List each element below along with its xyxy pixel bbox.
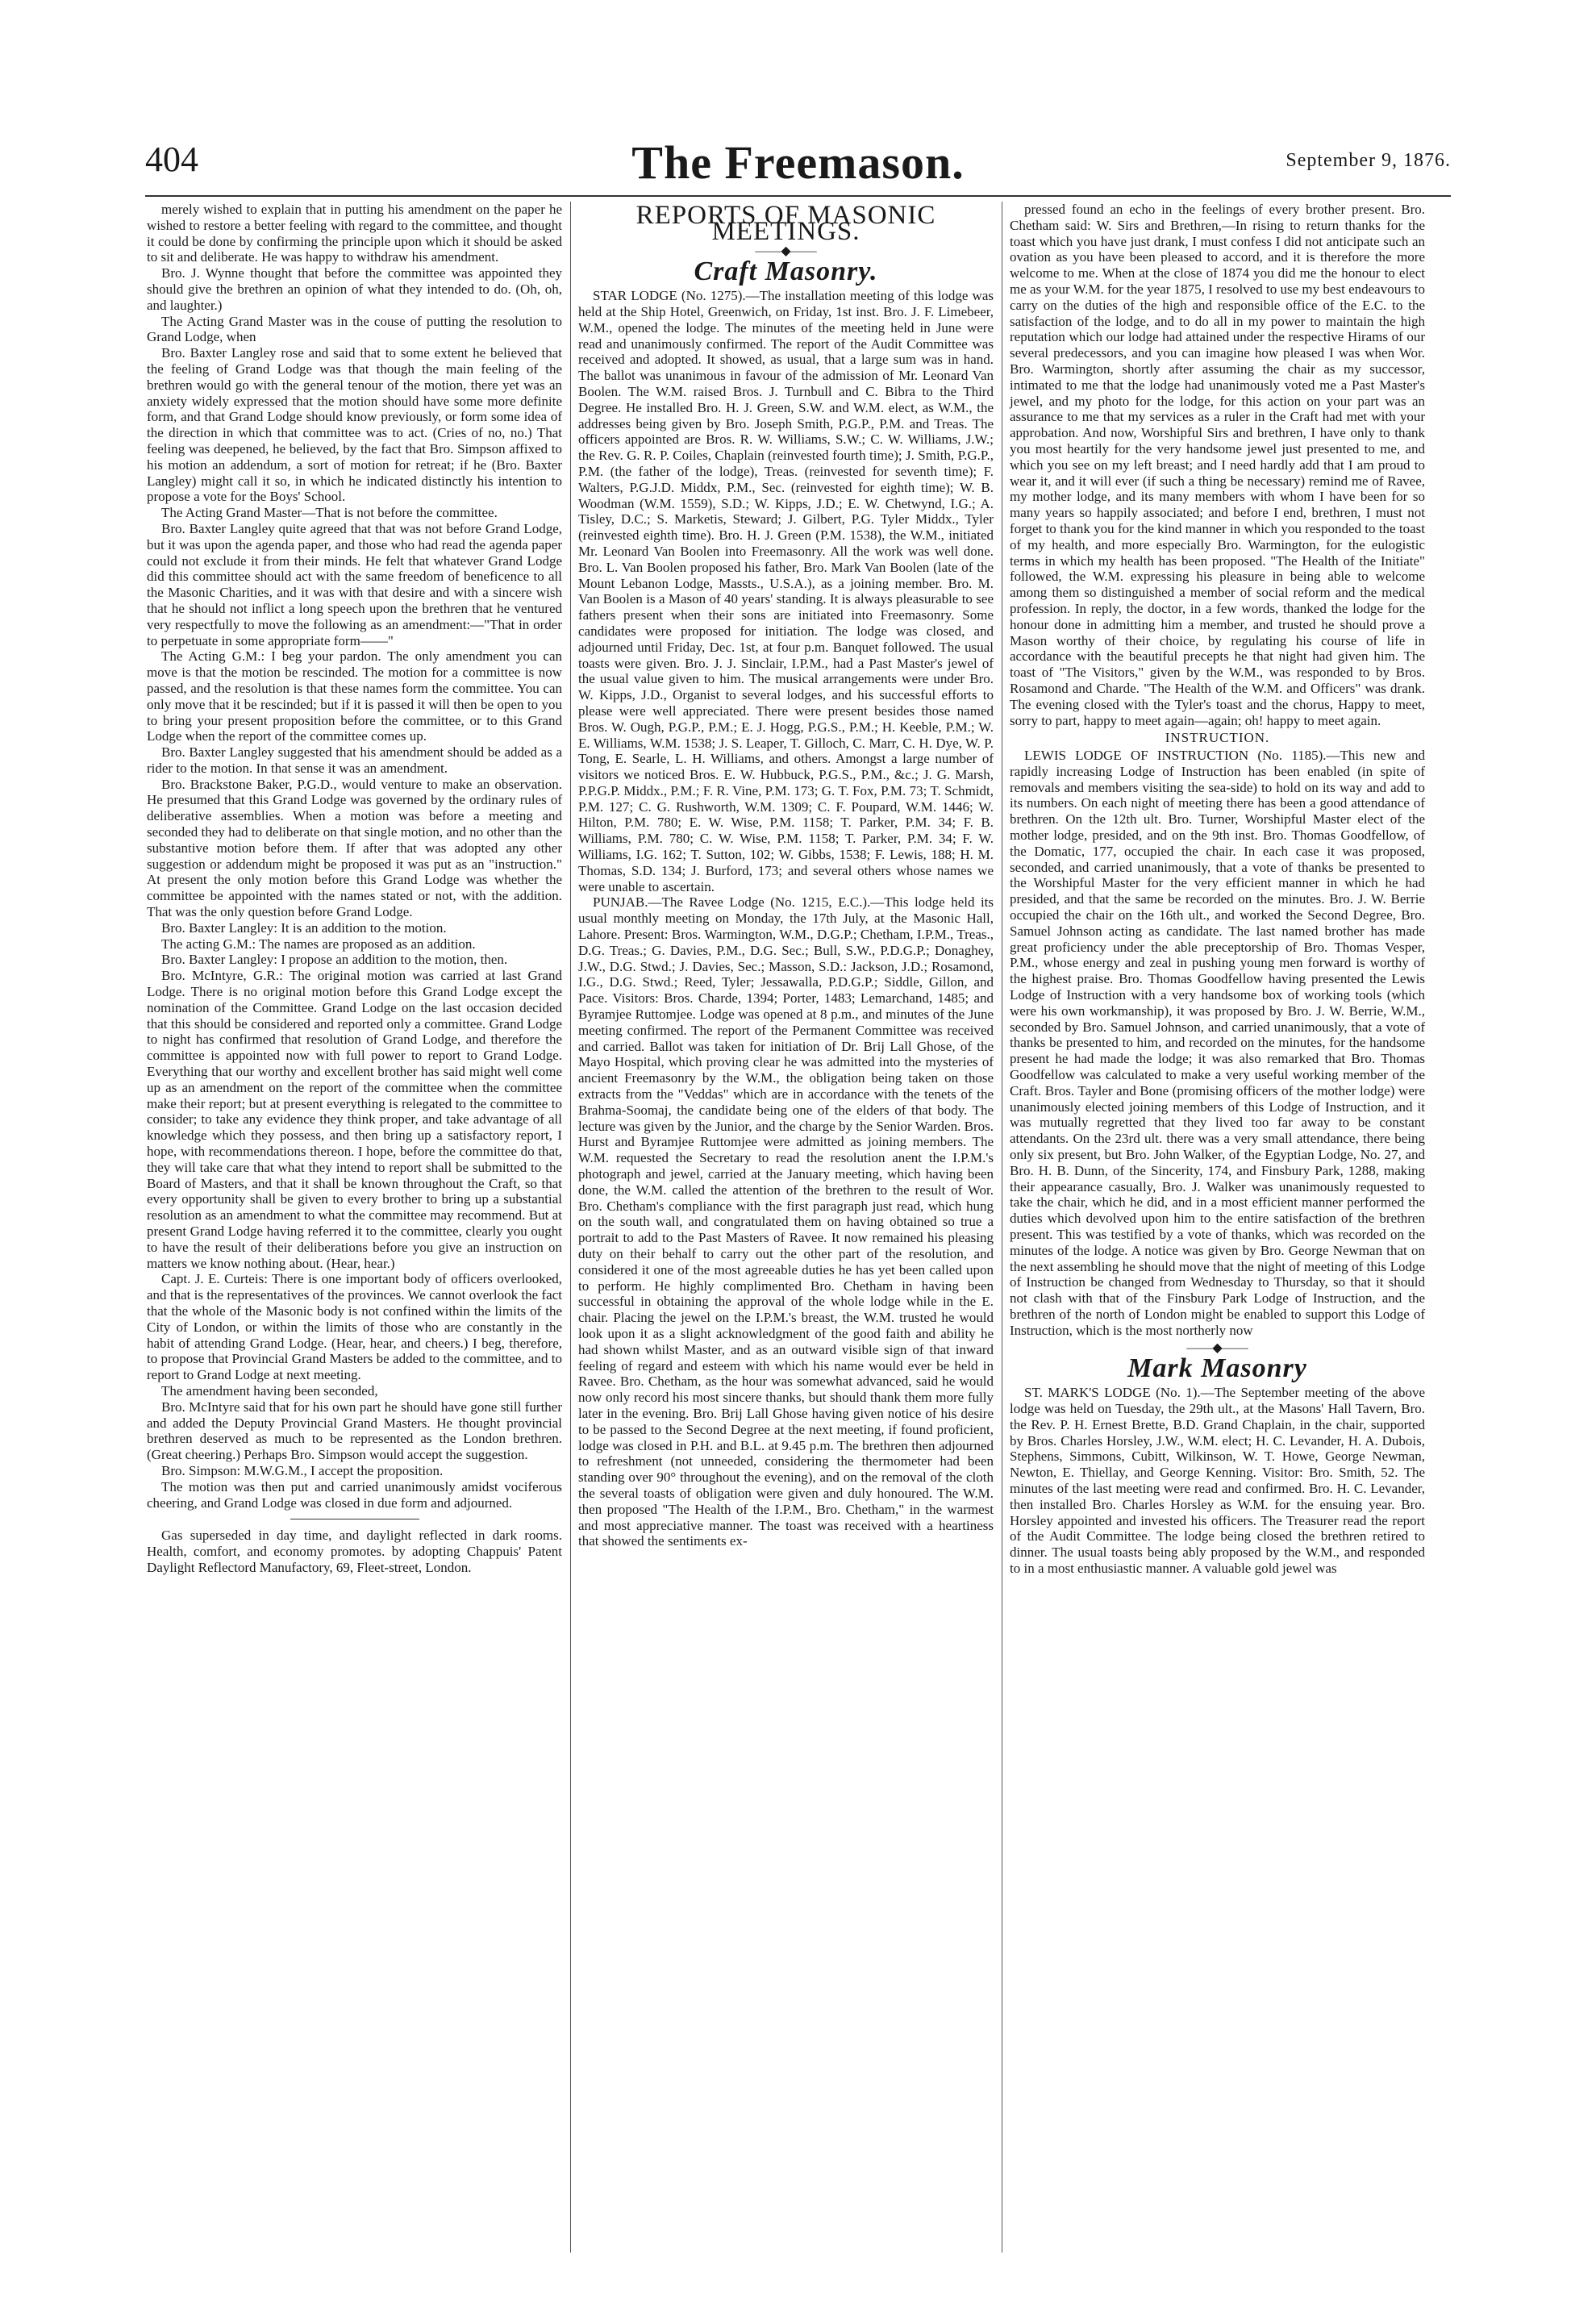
paragraph: The Acting Grand Master—That is not before the committee.	[161, 505, 498, 521]
paragraph: Capt. J. E. Curteis: There is one important body of officers overlooked, and that is the representatives of the provinces. We cannot overlook the fact that the whole of the Masonic body is not confined within the limits of the City of London, or within the limits of those who are constantly in the habit of attending Grand Lodge. (Hear, hear, and cheers.) I beg, therefore, to propose that Provincial Grand Masters be added to the committee, and to report to Grand Lodge at next meeting.	[147, 1271, 562, 1383]
header-rule	[145, 195, 1451, 197]
paragraph: Bro. Baxter Langley: I propose an addition to the motion, then.	[161, 952, 508, 968]
advertisement-text: Gas superseded in day time, and daylight reflected in dark rooms. Health, comfort, and economy promotes. by adopting Chappuis' Patent Daylight Reflectord Manufactory, 69, Fleet-street, London.	[147, 1528, 562, 1575]
column-left	[147, 202, 562, 1576]
paragraph: pressed found an echo in the feelings of every brother present. Bro. Chetham said: W. Sirs and Brethren,—In rising to return thanks for the toast which you have just drank, I must confess I did not anticipate such an ovation as you have been pleased to accord, and it is therefore the more welcome to me. When at the close of 1874 you did me the honour to elect me as your W.M. for the year 1875, I resolved to use my best endeavours to carry on the duties of the high and responsible office of the E.C. to the satisfaction of the lodge, and to do all in my power to maintain the high reputation which our lodge had attained under the respective Hirams of our several predecessors, and you can imagine how pleased I was when Wor. Bro. Warmington, shortly after assuming the chair as my successor, intimated to me that the lodge had unanimously voted me a Past Master's jewel, and my photo for the lodge, for this action on your part was an assurance to me that my services as a ruler in the Craft had met with your approbation. And now, Worshipful Sirs and brethren, I have only to thank you most heartily for the very handsome jewel just presented to me, and which you see on my left breast; and I need hardly add that I am proud to wear it, and it will ever (if such a thing be necessary) remind me of Ravee, my mother lodge, and its many members with whom I have been for so many years so happily associated; and before I end, brethren, I must not forget to thank you for the kind manner in which you responded to the toast of my health, and more especially Bro. Warmington, for the eulogistic terms in which my health has been proposed. "The Health of the Initiate" followed, the W.M. expressing his pleasure in being able to welcome among them so distinguished a member of social reform and the medical profession. In reply, the doctor, in a few words, thanked the lodge for the honour done in admitting him a member, and trusted he should prove a Mason worthy of their choice, by regulating his course of life in accordance with the beautiful precepts he that night had given him. The toast of "The Visitors," given by the W.M., was responded to by Bros. Rosamond and Charde. "The Health of the W.M. and Officers" was drank. The evening closed with the Tyler's toast and the chorus, Happy to meet, sorry to part, happy to meet again—again; oh! happy to meet again.	[1010, 202, 1425, 728]
paragraph: Bro. McIntyre, G.R.: The original motion was carried at last Grand Lodge. There is no original motion before this Grand Lodge except the nomination of the Committee. Grand Lodge on the last occasion decided that this should be considered and reported only a committee. Grand Lodge to night has confirmed that resolution of Grand Lodge, and therefore the committee is appointed now with full power to report to Grand Lodge. Everything that our worthy and excellent brother has said might well come up as an amendment on the report of the committee when the committee make their report; but at present everything is relegated to the committee to consider; to take any evidence they think proper, and take advantage of all knowledge which they possess, and then bring up a satisfactory report, I hope, with recommendations thereon. I hope, before the committee do that, they will take care that what they intend to report shall be submitted to the Board of Masters, and that it shall be known throughout the Craft, so that every opportunity shall be given to every brother to bring up a substantial resolution as an amendment to what the committee may recommend. But at present Grand Lodge having referred it to the committee, clearly you ought to have the result of their deliberations before you give an instruction on matters we know nothing about. (Hear, hear.)	[147, 968, 562, 1271]
paragraph: Bro. Baxter Langley: It is an addition to the motion.	[161, 919, 447, 936]
paragraph: merely wished to explain that in putting his amendment on the paper he wished to restore a better feeling with regard to the committee, and thought it could be done by confirming the principle upon which it should be asked to sit and deliberate. He was happy to withdraw his amendment.	[147, 202, 562, 265]
paragraph: ST. MARK'S LODGE (No. 1).—The September meeting of the above lodge was held on Tuesday, the 29th ult., at the Masons' Hall Tavern, Bro. the Rev. P. H. Ernest Brette, B.D. Grand Chaplain, in the chair, supported by Bros. Charles Horsley, J.W., W.M. elect; H. C. Levander, H. A. Dubois, Stephens, Simmons, Cubitt, Wilkinson, W. T. Howe, George Newman, Newton, E. Thiellay, and George Kenning. Visitor: Bro. Smith, 52. The minutes of the last meeting were read and confirmed. Bro. H. C. Levander, then installed Bro. Charles Horsley as W.M. for the ensuing year. Bro. Horsley appointed and invested his officers. The Treasurer read the report of the Audit Committee. The lodge being closed the brethren retired to dinner. The usual toasts being ably proposed by the W.M., and responded to in a most enthusiastic manner. A valuable gold jewel was	[1010, 1385, 1425, 1576]
paragraph: The motion was then put and carried unanimously amidst vociferous cheering, and Grand Lodge was closed in due form and adjourned.	[147, 1478, 562, 1511]
paragraph: Bro. McIntyre said that for his own part he should have gone still further and added the Deputy Provincial Grand Masters. He thought provincial brethren deserved as much to be represented as the London brethren. (Great cheering.) Perhaps Bro. Simpson would accept the suggestion.	[147, 1399, 562, 1463]
column-middle	[578, 202, 994, 1549]
paragraph: PUNJAB.—The Ravee Lodge (No. 1215, E.C.).—This lodge held its usual monthly meeting on Monday, the 17th July, at the Masonic Hall, Lahore. Present: Bros. Warmington, W.M., D.G.P.; Chetham, I.P.M., Treas., D.G. Treas.; G. Davies, P.M., D.G. Sec.; Bull, S.W., P.D.G.P.; Donaghey, J.W., D.G. Stwd.; J. Davies, Sec.; Masson, S.D.: Jackson, J.D.; Rosamond, I.G., D.G. Stwd.; Reed, Tyler; Jessawalla, P.D.G.P.; Siddle, Gillon, and Pace. Visitors: Bros. Charde, 1394; Porter, 1483; Lemarchand, 1485; and Byramjee Ruttomjee. Lodge was opened at 8 p.m., and minutes of the June meeting confirmed. The report of the Permanent Committee was received and carried. Ballot was taken for initiation of Dr. Brij Lall Ghose, of the Mayo Hospital, which proving clear he was admitted into the mysteries of ancient Freemasonry by the W.M., the obligation being taken on those extracts from the "Veddas" which are in accordance with the tenets of the Brahma-Soomaj, the candidate being one of the elders of that body. The lecture was given by the Junior, and the charge by the Senior Warden. Bros. Hurst and Byramjee Ruttomjee were admitted as joining members. The W.M. requested the Secretary to read the resolution anent the I.P.M.'s photograph and jewel, carried at the January meeting, which having been done, the W.M. called the attention of the brethren to the result of Wor. Bro. Chetham's compliance with the first paragraph just read, which hung on the south wall, and congratulated them on having obtained so true a portrait to add to the Past Masters of Ravee. It now remained his pleasing duty on their behalf to carry out the other part of the resolution, and considered it one of the most agreeable duties he has yet been called upon to perform. He highly complimented Bro. Chetham in having been successful in obtaining the approval of the whole lodge while in the E. chair. Placing the jewel on the I.P.M.'s breast, the W.M. trusted he would look upon it as a slight acknowledgment of the good faith and ability he had shown whilst Master, and as an outward visible sign of that inward feeling of regard and esteem with which his name would ever be held in Ravee. Bro. Chetham, as the hour was somewhat advanced, said he would now only record his most sincere thanks, but should thank them more fully later in the evening. Bro. Brij Lall Ghose having given notice of his desire to be passed to the Second Degree at the next meeting, if found proficient, lodge was closed in P.H. and B.L. at 9.45 p.m. The brethren then adjourned to refreshment (not unneeded, considering the thermometer had been standing over 90° throughout the evening), and on the removal of the cloth the several toasts of obligation were given and duly honoured. The W.M. then proposed "The Health of the I.P.M., Bro. Chetham," in the warmest and most appreciative manner. The toast was received with a heartiness that showed the sentiments ex-	[578, 894, 994, 1549]
paragraph: The amendment having been seconded,	[161, 1382, 378, 1399]
paragraph: Bro. Baxter Langley rose and said that to some extent he believed that the feeling of Grand Lodge was that though the main feeling of the brethren would go with the general tenour of the motion, there yet was an anxiety widely expressed that the motion should have some more definite form, and that Grand Lodge should know previously, or form some idea of the direction in which that committee was to act. (Cries of no, no.) That feeling was deepened, he believed, by the fact that Bro. Simpson affixed to his motion an addendum, a sort of motion for retreat; if he (Bro. Baxter Langley) might call it so, in which he indicated distinctly his intention to propose a vote for the Boys' School.	[147, 345, 562, 505]
page-number: 404	[145, 140, 198, 179]
paragraph: Bro. Baxter Langley quite agreed that that was not before Grand Lodge, but it was upon the agenda paper, and those who had read the agenda paper could not exclude it from their minds. He felt that whatever Grand Lodge did this committee should act with the same freedom of beneficence to all the Masonic Charities, and it was with that desire and with a sincere wish that he should not inflict a long speech upon the brethren that he ventured very respectfully to move the following as an amendment:—"That in order to perpetuate in some appropriate form——"	[147, 520, 562, 648]
st-marks-lodge-report	[1010, 1385, 1425, 1577]
paragraph: The Acting Grand Master was in the couse of putting the resolution to Grand Lodge, when	[147, 313, 562, 345]
paragraph: STAR LODGE (No. 1275).—The installation meeting of this lodge was held at the Ship Hotel, Greenwich, on Friday, 1st inst. Bro. J. F. Limebeer, W.M., opened the lodge. The minutes of the meeting held in June were read and unanimously confirmed. The report of the Audit Committee was received and adopted. It showed, as usual, that a large sum was in hand. The ballot was unanimous in favour of the admission of Mr. Leonard Van Boolen. The W.M. raised Bros. J. Turnbull and C. Bibra to the Third Degree. He installed Bro. H. J. Green, S.W. and W.M. elect, as W.M., the addresses being given by Bro. Joseph Smith, P.G.P., P.M. and Treas. The officers appointed are Bros. R. W. Williams, S.W.; C. W. Williams, J.W.; the Rev. G. R. P. Coiles, Chaplain (reinvested fourth time); J. Smith, P.G.P., P.M. (the father of the lodge), Treas. (reinvested for seventh time); F. Walters, P.G.J.D. Middx, P.M., Sec. (reinvested for eighth time); W. B. Woodman (W.M. 1559), S.D.; W. Kipps, J.D.; E. W. Chetwynd, I.G.; A. Tisley, D.C.; S. Marketis, Steward; J. Gilbert, P.G. Tyler Middx., Tyler (reinvested eighth time). Bro. H. J. Green (P.M. 1538), the W.M., initiated Mr. Leonard Van Boolen into Freemasonry. All the work was well done. Bro. L. Van Boolen proposed his father, Bro. Mark Van Boolen (late of the Mount Lebanon Lodge, Massts., U.S.A.), as a joining member. Bro. M. Van Boolen is a Mason of 40 years' standing. It is always pleasurable to see fathers present when their sons are initiated into Freemasonry. Some candidates were proposed for initiation. The lodge was closed, and adjourned until Friday, Dec. 1st, at four p.m. Banquet followed. The usual toasts were given. Bro. J. J. Sinclair, I.P.M., had a Past Master's jewel of the usual value given to him. The musical arrangements were under Bro. W. Kipps, J.D., Organist to several lodges, and his successful efforts to please were well appreciated. There were present besides those named Bros. W. Ough, P.G.P., P.M.; E. J. Hogg, P.G.S., P.M.; H. Keeble, P.M.; W. E. Williams, W.M. 1538; J. S. Leaper, T. Gilloch, C. Marr, C. H. Dye, W. P. Tong, E. Searle, L. H. Williams, and others. Amongst a large number of visitors we noticed Bros. E. W. Hubbuck, P.G.S., P.M., &c.; J. G. Marsh, P.P.G.P. Middx., P.M.; F. R. Vine, P.M. 173; G. T. Fox, P.M. 73; T. Schmidt, P.M. 127; C. G. Rushworth, W.M. 1309; C. F. Poupard, W.M. 1446; W. Hilton, P.M. 780; E. W. Wise, P.M. 1158; T. Parker, P.M. 34; F. B. Williams, P.M. 780; C. W. Wise, P.M. 1158; T. Parker, P.M. 34; F. W. Williams, I.G. 162; T. Sutton, 102; W. Gibbs, 1538; F. Lewis, 188; H. M. Thomas, S.D. 134; J. Burford, 173; and several others whose names we were unable to ascertain.	[578, 288, 994, 894]
ornament-divider: ——◆——	[755, 244, 817, 258]
paragraph: LEWIS LODGE OF INSTRUCTION (No. 1185).—This new and rapidly increasing Lodge of Instruction has been enabled (in spite of removals and members visiting the sea-side) to hold on its way and add to its numbers. On each night of meeting there has been a good attendance of brethren. On the 12th ult. Bro. Turner, Worshipful Master elect of the mother lodge, presided, and on the 9th inst. Bro. Thomas Goodfellow, of the Domatic, 177, occupied the chair. In each case it was proposed, seconded, and carried unanimously, that a vote of thanks be presented to the Worshipful Master for the very efficient manner in which he had presided, and that the same be recorded on the minutes. Bro. J. W. Berrie occupied the chair on the 16th ult., and worked the Second Degree, Bro. Samuel Johnson acting as candidate. The last named brother has made great proficiency under the able preceptorship of Bro. Thomas Vesper, P.M., whose energy and zeal in pushing young men forward is worthy of the highest praise. Bro. Thomas Goodfellow having presented the Lewis Lodge of Instruction with a very handsome box of working tools (which were his own workmanship), it was proposed by Bro. J. W. Berrie, W.M., seconded by Bro. Samuel Johnson, and carried unanimously, that a vote of thanks be presented to him, and recorded on the minutes, for the handsome present he had made the lodge; it was also remarked that Bro. Thomas Goodfellow was calculated to make a very useful working member of the Craft. Bros. Tayler and Bone (promising officers of the mother lodge) were unanimously elected joining members of this Lodge of Instruction, and it was mutually regretted that they lived too far away to be constant attendants. On the 23rd ult. there was a very small attendance, there being only six present, but Bro. John Walker, of the Egyptian Lodge, No. 27, and Bro. H. B. Dunn, of the Sincerity, 174, and Finsbury Park, 1288, making their appearance casually, Bro. J. Walker was unanimously requested to take the chair, which he did, and in a most efficient manner performed the duties which devolved upon him to the entire satisfaction of the brethren present. This was testified by a vote of thanks, which was recorded on the minutes of the lodge. A notice was given by Bro. George Newman that on the next assembling he should move that the night of meeting of this Lodge of Instruction be changed from Wednesday to Thursday, so that it should not clash with that of the Finsbury Park Lodge of Instruction, and the brethren of the north of London might be enabled to support this Lodge of Instruction, which is the most northerly now	[1010, 748, 1425, 1338]
paragraph: Bro. Baxter Langley suggested that his amendment should be added as a rider to the motion. In that sense it was an amendment.	[147, 744, 562, 776]
paragraph: Bro. Brackstone Baker, P.G.D., would venture to make an observation. He presumed that this Grand Lodge was governed by the ordinary rules of deliberative assemblies. When a motion was before a meeting and seconded they had to deliberate on that single motion, and no other than the substantive motion before them. If after that was adopted any other suggestion or addendum might be proposed it was put as an "instruction." At present the only motion before this Grand Lodge was whether the committee be appointed with the names stated or not, with the addition. That was the only question before Grand Lodge.	[147, 776, 562, 920]
paragraph: Bro. Simpson: M.W.G.M., I accept the proposition.	[161, 1462, 444, 1478]
subsection-title: Craft Masonry.	[694, 256, 878, 287]
column-right	[1010, 202, 1425, 1577]
paragraph: The acting G.M.: The names are proposed as an addition.	[161, 936, 476, 952]
ravee-lodge-continued	[1010, 202, 1425, 728]
lodge-reports	[578, 288, 994, 1549]
paragraph: Bro. J. Wynne thought that before the committee was appointed they should give the brethren an opinion of what they intended to do. (Oh, oh, and laughter.)	[147, 265, 562, 313]
page-header	[145, 135, 1451, 192]
instruction-heading: INSTRUCTION.	[1165, 730, 1270, 746]
column-divider	[570, 202, 571, 2253]
section-title: REPORTS OF MASONIC MEETINGS.	[635, 201, 936, 246]
masthead-title: The Freemason.	[631, 136, 965, 189]
grand-lodge-report	[147, 202, 562, 1511]
lewis-lodge-report	[1010, 748, 1425, 1338]
paragraph: The Acting G.M.: I beg your pardon. The only amendment you can move is that the motion be rescinded. The motion for a committee is now passed, and the resolution is that these names form the committee. You can only move that it be rescinded; but if it is passed it will then be open to you to bring your present proposition before the committee, or to this Grand Lodge when the report of the committee comes up.	[147, 648, 562, 744]
ornament-divider: ——◆——	[1186, 1340, 1248, 1355]
issue-date: September 9, 1876.	[1286, 150, 1451, 171]
mark-masonry-title: Mark Masonry	[1127, 1353, 1307, 1384]
